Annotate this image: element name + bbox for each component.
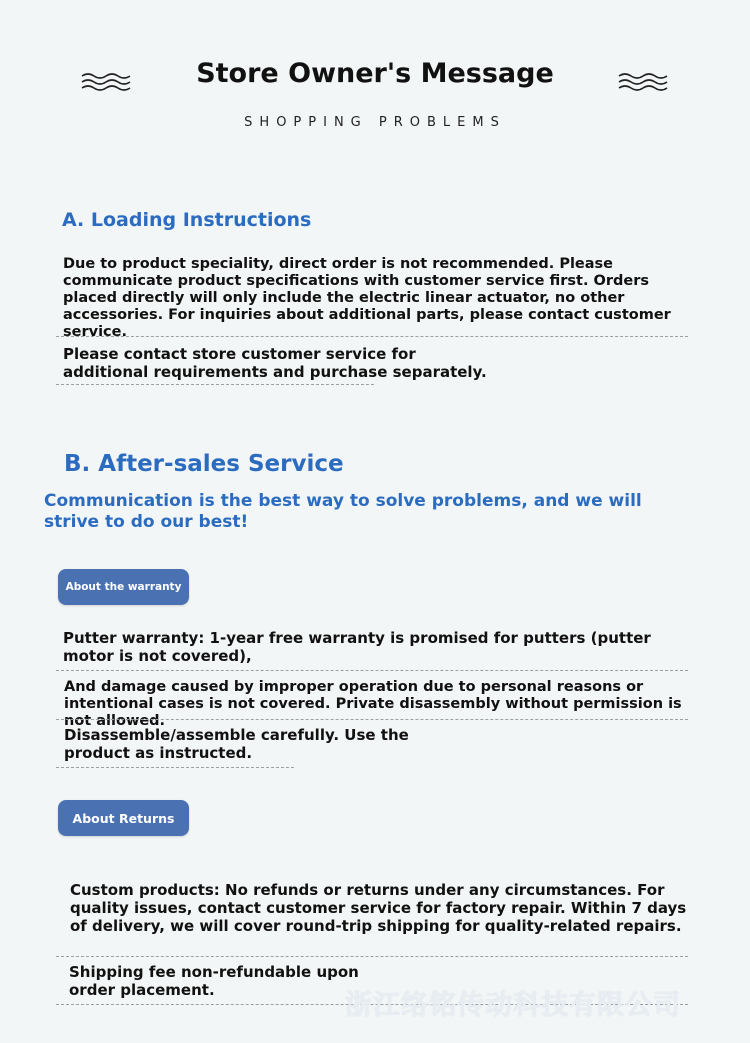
section-b-heading: B. After-sales Service (64, 451, 344, 477)
warranty-paragraph-2: And damage caused by improper operation due to personal reasons or intentional cases is not covered. Private disassembly without permission is not allowed. (64, 679, 682, 729)
divider (56, 719, 688, 720)
divider (56, 767, 294, 768)
returns-paragraph-2: Shipping fee non-refundable upon order placement. (69, 963, 359, 999)
company-watermark: 浙江络铭传动科技有限公司 (345, 990, 681, 1021)
additional-requirements-paragraph: Please contact store customer service for additional requirements and purchase separately. (63, 345, 487, 381)
page-subtitle: SHOPPING PROBLEMS (244, 115, 506, 130)
loading-instructions-paragraph: Due to product speciality, direct order is not recommended. Please communicate product specifications with customer service first. Orders placed directly will only include the electric linear actuator, no other accessories. For inquiries about additional parts, please contact customer service. (63, 256, 671, 340)
divider (56, 670, 688, 671)
divider (56, 956, 688, 957)
section-a-heading: A. Loading Instructions (62, 209, 312, 231)
returns-label-button: About Returns (58, 800, 189, 836)
returns-paragraph-1: Custom products: No refunds or returns under any circumstances. For quality issues, contact customer service for factory repair. Within 7 days of delivery, we will cover round-trip shipping for quality-related repairs. (70, 881, 687, 935)
warranty-label-button: About the warranty (58, 569, 189, 605)
section-b-subheading: Communication is the best way to solve problems, and we will strive to do our best! (44, 491, 642, 532)
page-title: Store Owner's Message (196, 58, 554, 89)
warranty-paragraph-1: Putter warranty: 1-year free warranty is promised for putters (putter motor is not covered), (63, 629, 651, 665)
warranty-paragraph-3: Disassemble/assemble carefully. Use the product as instructed. (64, 726, 409, 762)
divider (56, 336, 688, 337)
divider (56, 384, 374, 385)
